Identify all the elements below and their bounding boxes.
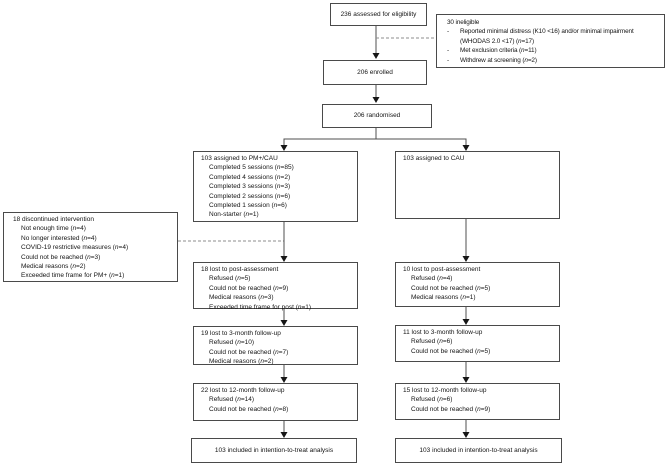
box-item-list — [403, 274, 556, 302]
box-text: 206 randomised — [353, 112, 401, 120]
arrow-assigned-cau-to-post — [463, 219, 470, 262]
box-title: 103 assigned to CAU — [403, 155, 465, 162]
list-item: COVID-19 restrictive measures (n=4) — [21, 244, 129, 252]
list-item: Medical reasons (n=2) — [209, 358, 274, 366]
box-lost-post-pm — [193, 262, 358, 309]
list-item: Refused (n=10) — [209, 339, 255, 347]
list-item: Refused (n=4) — [411, 275, 453, 283]
list-item: Not enough time (n=4) — [21, 225, 86, 233]
box-lost-12month-cau — [395, 383, 560, 420]
box-lost-post-cau — [395, 262, 560, 307]
box-text: 103 included in intention-to-treat analysis — [419, 446, 538, 454]
box-assigned-cau — [395, 151, 560, 219]
box-title: 19 lost to 3-month follow-up — [201, 330, 281, 337]
arrow-12month-pm-to-itt — [281, 421, 288, 438]
box-title: 15 lost to 12-month follow-up — [403, 387, 487, 394]
box-item-list — [403, 337, 556, 356]
arrow-assessed-to-enrolled — [373, 26, 380, 59]
list-item: Completed 2 sessions (n=6) — [209, 192, 291, 200]
list-item: Could not be reached (n=9) — [411, 405, 491, 413]
list-item: - Met exclusion criteria (n=11) — [447, 46, 660, 55]
box-assigned-pm-cau — [193, 151, 358, 222]
list-item: Refused (n=6) — [411, 338, 453, 346]
list-item: Could not be reached (n=5) — [411, 284, 491, 292]
list-item: - Reported minimal distress (K10 <16) and/or minimal impairment (WHODAS 2.0 <17) (n=17) — [447, 27, 660, 46]
list-item: Could not be reached (n=8) — [209, 405, 289, 413]
box-lost-3month-cau — [395, 325, 560, 362]
box-title: 22 lost to 12-month follow-up — [201, 387, 285, 394]
box-text: 236 assessed for eligibility — [340, 10, 417, 18]
branch-randomised — [281, 128, 470, 151]
box-text: 206 enrolled — [357, 68, 393, 76]
list-item: Could not be reached (n=5) — [411, 347, 491, 355]
arrow-12month-cau-to-itt — [463, 420, 470, 438]
list-item: - Withdrew at screening (n=2) — [447, 56, 660, 65]
box-title: 30 ineligible — [447, 19, 480, 26]
list-item: No longer interested (n=4) — [21, 234, 97, 242]
box-lost-12month-pm — [193, 383, 358, 421]
box-item-list — [201, 163, 354, 219]
arrow-3month-cau-to-12month — [463, 362, 470, 383]
list-item: Medical reasons (n=1) — [411, 294, 476, 302]
list-item: Completed 5 sessions (n=85) — [209, 164, 294, 172]
list-item: Could not be reached (n=3) — [21, 253, 101, 261]
box-item-list — [201, 395, 354, 414]
arrow-assigned-pm-to-post — [281, 222, 288, 262]
box-title: 10 lost to post-assessment — [403, 266, 481, 273]
arrow-3month-pm-to-12month — [281, 365, 288, 383]
box-text: 103 included in intention-to-treat analysis — [214, 446, 334, 454]
box-lost-3month-pm — [193, 326, 358, 365]
list-item: Completed 4 sessions (n=2) — [209, 173, 291, 181]
list-item: Could not be reached (n=9) — [209, 284, 289, 292]
box-item-list — [201, 338, 354, 366]
box-itt-pm — [191, 438, 357, 463]
list-item: Refused (n=14) — [209, 396, 255, 404]
list-item: Completed 1 session (n=6) — [209, 202, 287, 210]
list-item: Medical reasons (n=3) — [209, 294, 274, 302]
box-enrolled — [323, 60, 427, 85]
list-item: Exceeded time frame for PM+ (n=1) — [21, 272, 125, 280]
box-ineligible — [436, 14, 665, 68]
box-title: 11 lost to 3-month follow-up — [403, 329, 483, 336]
box-item-list — [447, 27, 660, 65]
box-title: 18 discontinued intervention — [13, 216, 94, 223]
box-itt-cau — [395, 438, 562, 463]
list-item: Refused (n=6) — [411, 396, 453, 404]
box-item-list — [403, 395, 556, 414]
box-item-list — [201, 274, 354, 312]
arrow-enrolled-to-randomised — [373, 85, 380, 103]
list-item: Non-starter (n=1) — [209, 211, 259, 219]
list-item: Refused (n=5) — [209, 275, 251, 283]
box-discontinued-intervention — [3, 212, 178, 282]
box-title: 103 assigned to PM+/CAU — [201, 155, 278, 162]
box-assessed-eligibility — [330, 3, 427, 26]
box-item-list — [13, 224, 174, 280]
box-title: 18 lost to post-assessment — [201, 266, 279, 273]
list-item: Completed 3 sessions (n=3) — [209, 183, 291, 191]
box-randomised — [322, 104, 432, 128]
list-item: Medical reasons (n=2) — [21, 263, 86, 271]
arrow-post-cau-to-3month — [463, 307, 470, 325]
list-item: Could not be reached (n=7) — [209, 348, 289, 356]
list-item: Exceeded time frame for post (n=1) — [209, 303, 312, 311]
